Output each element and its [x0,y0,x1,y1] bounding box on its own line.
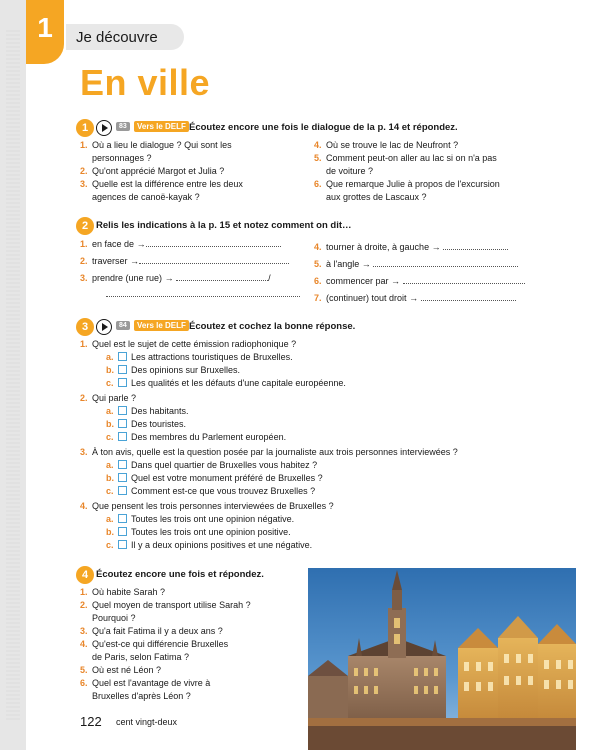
option[interactable] [106,472,323,484]
ex3-question [80,446,570,459]
checkbox[interactable] [118,514,127,523]
question-text: Qui parle ? [92,393,137,403]
ex2-item [80,255,305,268]
item-number: 3. [80,273,88,283]
answer-blank[interactable] [139,255,289,264]
ex2-item [80,238,305,251]
item-number: 1. [80,239,88,249]
checkbox[interactable] [118,432,127,441]
option-text: Des habitants. [131,406,189,416]
question-text-cont: de voiture ? [326,166,374,176]
option[interactable] [106,459,317,471]
item-number: 5. [314,259,322,269]
ex1-question [80,139,305,165]
ex2-item-cont [106,288,306,301]
option-letter: b. [106,365,114,375]
question-text: Qu'est-ce qui différencie Bruxelles [92,639,229,649]
item-text: (continuer) tout droit [326,293,407,303]
ex1-question [314,139,554,152]
option-text: Des opinions sur Bruxelles. [131,365,241,375]
option-text: Comment est-ce que vous trouvez Bruxelles ? [131,486,316,496]
delf-badge: Vers le DELF [134,320,189,331]
track-number: 83 [116,122,130,131]
option-text: Des touristes. [131,419,187,429]
question-text: Quelle est la différence entre les deux [92,179,243,189]
option[interactable] [106,418,186,430]
question-number: 4. [80,501,88,511]
question-text: Quel est l'avantage de vivre à [92,678,211,688]
answer-blank[interactable] [373,258,518,267]
ex4-question [80,677,300,703]
question-number: 6. [314,179,322,189]
question-text: Où habite Sarah ? [92,587,166,597]
option-text: Dans quel quartier de Bruxelles vous habitez ? [131,460,318,470]
exercise-4-instruction: Écoutez encore une fois et répondez. [96,569,264,580]
option-letter: c. [106,432,114,442]
option-text: Les attractions touristiques de Bruxelles. [131,352,293,362]
ex3-question [80,500,560,513]
option-text: Les qualités et les défauts d'une capitale européenne. [131,378,346,388]
margin-texture [6,30,20,720]
option[interactable] [106,431,286,443]
item-number: 4. [314,242,322,252]
question-text: Comment peut-on aller au lac si on n'a pas [326,153,497,163]
slash: / [268,273,271,283]
option[interactable] [106,377,346,389]
exercise-2-number: 2 [76,217,94,235]
ex4-question [80,664,300,677]
page-title: En ville [80,62,211,103]
answer-blank[interactable] [403,275,525,284]
question-text: À ton avis, quelle est la question posée par la journaliste aux trois personnes interviewées ? [92,447,458,457]
option-letter: b. [106,473,114,483]
question-number: 2. [80,166,88,176]
checkbox[interactable] [118,352,127,361]
option-letter: c. [106,378,114,388]
play-audio-icon[interactable] [96,120,112,136]
checkbox[interactable] [118,486,127,495]
option[interactable] [106,485,315,497]
page-number-words: cent vingt-deux [116,717,178,727]
question-number: 1. [80,339,88,349]
checkbox[interactable] [118,365,127,374]
question-number: 3. [80,447,88,457]
ex3-question [80,392,560,405]
option-letter: b. [106,527,114,537]
question-number: 4. [314,140,322,150]
exercise-4-number: 4 [76,566,94,584]
arrow-icon: → [431,242,441,252]
page-number: 122 [80,714,102,729]
checkbox[interactable] [118,473,127,482]
ex1-question [80,165,305,178]
arrow-icon: → [391,276,401,286]
unit-title: Je découvre [76,29,158,46]
question-text: Où est né Léon ? [92,665,162,675]
arrow-icon: → [409,293,419,303]
item-text: à l'angle [326,259,360,269]
item-number: 6. [314,276,322,286]
ex4-question [80,599,300,625]
question-text: Où se trouve le lac de Neufront ? [326,140,459,150]
option[interactable] [106,526,291,538]
question-text-cont: aux grottes de Lascaux ? [326,192,427,202]
arrow-icon: → [164,273,174,283]
option-letter: b. [106,419,114,429]
item-text: commencer par [326,276,389,286]
question-text: Qu'a fait Fatima il y a deux ans ? [92,626,223,636]
option-text: Il y a deux opinions positives et une négative. [131,540,313,550]
option-letter: a. [106,460,114,470]
ex4-question [80,586,300,599]
ex4-question [80,638,300,664]
arrow-icon: → [130,256,140,266]
page-margin-strip [0,0,26,750]
ex2-item [314,258,526,271]
question-number: 1. [80,140,88,150]
question-number: 5. [314,153,322,163]
question-number: 1. [80,587,88,597]
option[interactable] [106,539,312,551]
question-number: 5. [80,665,88,675]
answer-blank[interactable] [176,272,268,281]
answer-blank[interactable] [421,292,516,301]
question-text-cont: personnages ? [92,153,152,163]
ex1-question [314,178,554,204]
ex1-question [80,178,305,204]
question-number: 6. [80,678,88,688]
option-text: Quel est votre monument préféré de Bruxelles ? [131,473,323,483]
question-text: Que pensent les trois personnes interviewées de Bruxelles ? [92,501,334,511]
answer-blank[interactable] [443,241,508,250]
option[interactable] [106,405,189,417]
option[interactable] [106,364,240,376]
item-text: en face de [92,239,135,249]
checkbox[interactable] [118,540,127,549]
exercise-1-number: 1 [76,119,94,137]
question-number: 3. [80,179,88,189]
ex2-item [314,241,526,254]
question-text: Où a lieu le dialogue ? Qui sont les [92,140,232,150]
option-letter: a. [106,352,114,362]
arrow-icon: → [136,239,146,249]
question-text-cont: Bruxelles d'après Léon ? [92,691,191,701]
ex2-item [80,272,305,285]
option-letter: a. [106,406,114,416]
option-text: Toutes les trois ont une opinion positive. [131,527,291,537]
option-text: Des membres du Parlement européen. [131,432,287,442]
ex3-question [80,338,560,351]
checkbox[interactable] [118,419,127,428]
question-text-cont: Pourquoi ? [92,613,136,623]
answer-blank[interactable] [146,238,281,247]
exercise-1-instruction: Écoutez encore une fois le dialogue de la p. 14 et répondez. [189,122,458,133]
checkbox[interactable] [118,406,127,415]
delf-badge: Vers le DELF [134,121,189,132]
checkbox[interactable] [118,378,127,387]
question-text: Qu'ont apprécié Margot et Julia ? [92,166,225,176]
checkbox[interactable] [118,460,127,469]
option-text: Toutes les trois ont une opinion négative. [131,514,295,524]
ex2-item [314,292,526,305]
answer-blank[interactable] [106,288,300,297]
question-number: 3. [80,626,88,636]
ex1-question [314,152,554,178]
item-number: 2. [80,256,88,266]
question-number: 2. [80,393,88,403]
item-text: traverser [92,256,128,266]
option-letter: c. [106,540,114,550]
exercise-3-instruction: Écoutez et cochez la bonne réponse. [189,321,356,332]
item-text: prendre (une rue) [92,273,163,283]
question-text: Que remarque Julie à propos de l'excursion [326,179,500,189]
question-number: 2. [80,600,88,610]
brussels-grand-place-photo [308,568,576,750]
item-text: tourner à droite, à gauche [326,242,430,252]
question-text: Quel moyen de transport utilise Sarah ? [92,600,251,610]
question-text-cont: agences de canoë-kayak ? [92,192,200,202]
question-number: 4. [80,639,88,649]
question-text: Quel est le sujet de cette émission radiophonique ? [92,339,297,349]
checkbox[interactable] [118,527,127,536]
unit-number: 1 [37,12,53,43]
play-audio-icon[interactable] [96,319,112,335]
question-text-cont: de Paris, selon Fatima ? [92,652,190,662]
ex2-item [314,275,526,288]
arrow-icon: → [361,259,371,269]
exercise-2-instruction: Relis les indications à la p. 15 et notez comment on dit… [96,220,352,231]
option[interactable] [106,513,294,525]
ex4-question [80,625,300,638]
option[interactable] [106,351,293,363]
track-number: 84 [116,321,130,330]
option-letter: c. [106,486,114,496]
item-number: 7. [314,293,322,303]
option-letter: a. [106,514,114,524]
exercise-3-number: 3 [76,318,94,336]
